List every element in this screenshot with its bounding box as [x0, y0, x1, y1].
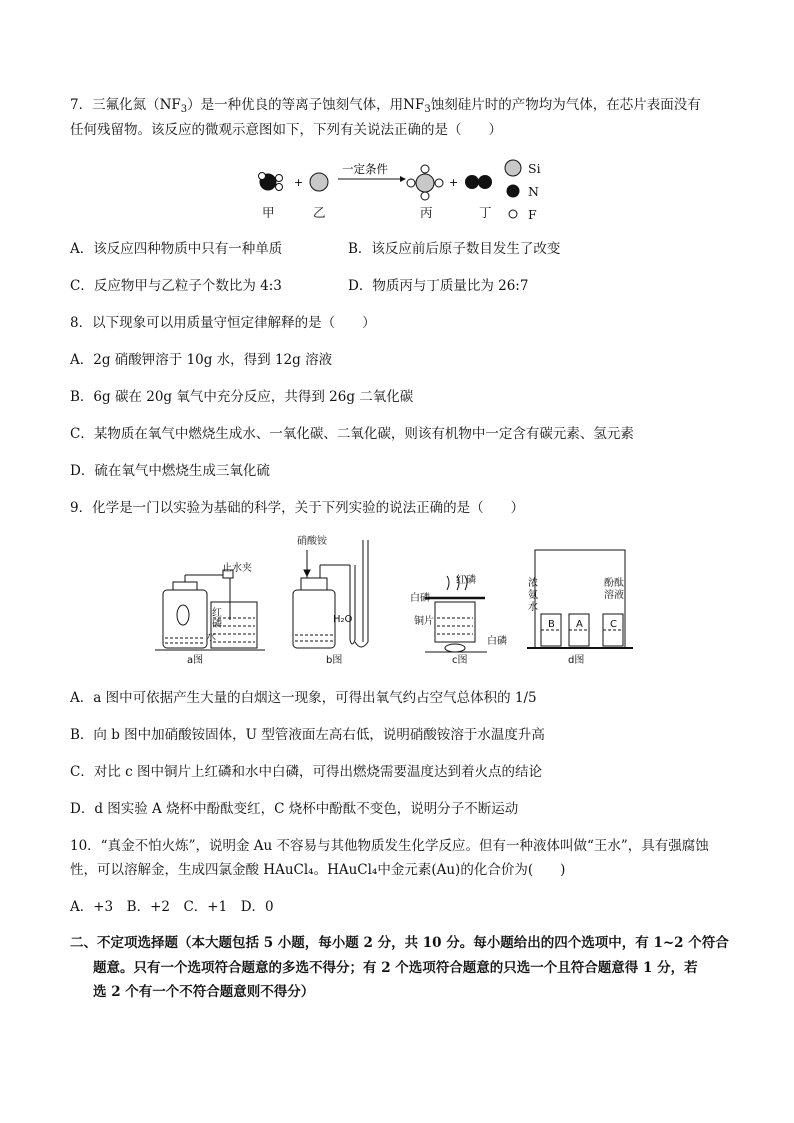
q10-stem-line2: 性，可以溶解金，生成四氯金酸 HAuCl₄。HAuCl₄中金元素(Au)的化合价为( ) — [70, 862, 566, 878]
fig-c-white-p-bottom-label: 白磷 — [487, 636, 507, 647]
q8-option-a: A．2g 硝酸钾溶于 10g 水，得到 12g 溶液 — [70, 352, 333, 368]
section2-heading-line3: 选 2 个有一个不符合题意则不得分） — [93, 984, 315, 1000]
legend-si-icon — [505, 160, 521, 176]
fig-b-caption: b图 — [326, 655, 343, 666]
label-jia: 甲 — [262, 205, 275, 220]
q7-stem-line2: 任何残留物。该反应的微观示意图如下，下列有关说法正确的是（ ） — [70, 122, 502, 138]
q7-subscript-2: 3 — [424, 104, 431, 115]
molecule-ding — [465, 175, 492, 189]
q9-experiment-figures — [155, 530, 645, 670]
fig-c-red-p-label: 红磷 — [456, 575, 476, 586]
q9-stem: 9．化学是一门以实验为基础的科学，关于下列实验的说法正确的是（ ） — [70, 500, 525, 516]
q7-stem-text-c: 蚀刻硅片时的产物均为气体，在芯片表面没有 — [430, 97, 701, 113]
label-ding: 丁 — [479, 205, 492, 220]
fig-a-water-label: 水 — [206, 632, 216, 643]
section2-heading-line1 — [70, 934, 729, 952]
q8-option-d: D．硫在氧气中燃烧生成三氧化硫 — [70, 463, 270, 479]
molecule-bing — [407, 165, 443, 200]
q7-option-c: C．反应物甲与乙粒子个数比为 4:3 — [70, 278, 282, 294]
q7-option-b: B．该反应前后原子数目发生了改变 — [348, 241, 561, 257]
q7-option-a: A．该反应四种物质中只有一种单质 — [70, 241, 283, 257]
q7-reaction-diagram — [250, 155, 550, 230]
legend-n-label: N — [528, 184, 539, 199]
molecule-jia — [259, 173, 283, 191]
fig-d-beaker-c: C — [610, 619, 617, 630]
fig-d-beaker-a: A — [576, 619, 583, 630]
section2-instructions-a: （本大题包括 5 小题，每小题 2 分，共 10 分。每小题给出的四个选项中，有 1~2 个符合 — [178, 935, 729, 951]
fig-d-beaker-b: B — [548, 619, 555, 630]
molecule-yi — [310, 173, 328, 191]
legend-si-label: Si — [528, 161, 541, 176]
fig-b-water-label: H₂O — [333, 614, 353, 625]
label-bing: 丙 — [420, 205, 433, 220]
fig-c-copper-label: 铜片 — [414, 616, 434, 627]
q7-stem-text-b: ）是一种优良的等离子蚀刻气体，用NF — [187, 97, 425, 113]
q10-stem-line1: 10．“真金不怕火炼”，说明金 Au 不容易与其他物质发生化学反应。但有一种液体叫做“王水”，具有强腐蚀 — [70, 838, 709, 854]
q7-stem-text-a: 7．三氟化氮（NF — [70, 97, 181, 113]
section2-title: 二、不定项选择题 — [70, 935, 178, 951]
plus-sign-2: + — [449, 176, 459, 189]
fig-c-white-p-top-label: 白磷 — [410, 593, 430, 604]
q7-option-d: D．物质丙与丁质量比为 26:7 — [348, 278, 529, 294]
fig-a-clamp-label: 止水夹 — [222, 563, 252, 574]
fig-d-ammonia-label: 浓 氨 水 — [528, 578, 538, 613]
label-yi: 乙 — [313, 205, 326, 220]
q9-option-b: B．向 b 图中加硝酸铵固体，U 型管液面左高右低，说明硝酸铵溶于水温度升高 — [70, 727, 545, 743]
fig-c-caption: c图 — [452, 655, 468, 666]
q10-options: A．+3 B．+2 C．+1 D．0 — [70, 899, 274, 915]
reaction-condition: 一定条件 — [342, 162, 388, 176]
plus-sign-1: + — [294, 176, 304, 189]
section2-heading-line2: 题意。只有一个选项符合题意的多选不得分；有 2 个选项符合题意的只选一个且符合题意得 1 分，若 — [93, 960, 698, 976]
legend-n-icon — [507, 185, 520, 198]
arrow-head — [400, 176, 406, 182]
q9-option-c: C．对比 c 图中铜片上红磷和水中白磷，可得出燃烧需要温度达到着火点的结论 — [70, 764, 542, 780]
q8-option-c: C．某物质在氧气中燃烧生成水、一氧化碳、二氧化碳，则该有机物中一定含有碳元素、氢元素 — [70, 426, 634, 442]
fig-d-phenol-label: 酚酞 溶液 — [604, 578, 624, 601]
legend-f-icon — [509, 210, 517, 218]
fig-d-caption: d图 — [568, 655, 585, 666]
q7-subscript-1: 3 — [180, 104, 188, 115]
fig-b-reagent-label: 硝酸铵 — [297, 536, 327, 547]
figure-b-apparatus — [293, 540, 368, 648]
fig-a-phosphorus-label: 红 磷 — [212, 608, 222, 630]
legend-f-label: F — [528, 207, 537, 222]
figure-c-apparatus — [425, 576, 487, 652]
fig-a-caption: a图 — [187, 655, 204, 666]
q8-stem: 8．以下现象可以用质量守恒定律解释的是（ ） — [70, 315, 376, 331]
q8-option-b: B．6g 碳在 20g 氧气中充分反应，共得到 26g 二氧化碳 — [70, 389, 414, 405]
q9-option-a: A．a 图中可依据产生大量的白烟这一现象，可得出氧气约占空气总体积的 1/5 — [70, 690, 537, 706]
q9-option-d: D．d 图实验 A 烧杯中酚酞变红，C 烧杯中酚酞不变色，说明分子不断运动 — [70, 801, 519, 817]
q7-stem-line1 — [70, 96, 701, 116]
